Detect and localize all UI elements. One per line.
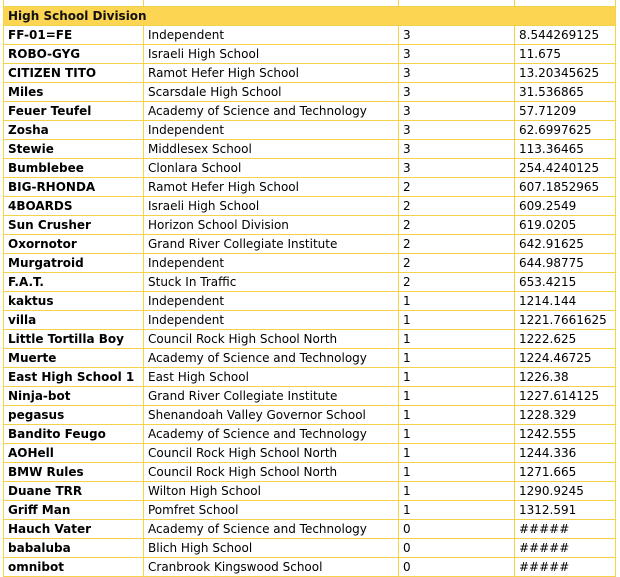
score-cell: 3 — [399, 45, 515, 64]
score-cell: 1 — [399, 463, 515, 482]
school-cell: Wilton High School — [144, 482, 399, 501]
table-row — [4, 178, 616, 197]
table-row — [4, 254, 616, 273]
table-row — [4, 349, 616, 368]
time-cell: 11.675 — [515, 45, 616, 64]
time-cell: 57.71209 — [515, 102, 616, 121]
school-cell: Independent — [144, 311, 399, 330]
table-row — [4, 140, 616, 159]
time-cell: 1271.665 — [515, 463, 616, 482]
table-row — [4, 558, 616, 577]
time-cell: 1312.591 — [515, 501, 616, 520]
time-cell: 1227.614125 — [515, 387, 616, 406]
time-cell: 31.536865 — [515, 83, 616, 102]
team-name-cell: Bumblebee — [4, 159, 144, 178]
school-cell: Grand River Collegiate Institute — [144, 235, 399, 254]
score-cell: 3 — [399, 64, 515, 83]
team-name-cell: BIG-RHONDA — [4, 178, 144, 197]
team-name-cell: Bandito Feugo — [4, 425, 144, 444]
score-cell: 1 — [399, 406, 515, 425]
school-cell: Blich High School — [144, 539, 399, 558]
score-cell: 1 — [399, 387, 515, 406]
table-row — [4, 216, 616, 235]
table-row — [4, 64, 616, 83]
time-cell: ##### — [515, 539, 616, 558]
table-row — [4, 121, 616, 140]
score-cell: 2 — [399, 197, 515, 216]
score-cell: 1 — [399, 444, 515, 463]
score-cell: 1 — [399, 292, 515, 311]
team-name-cell: CITIZEN TITO — [4, 64, 144, 83]
table-row — [4, 45, 616, 64]
table-row — [4, 159, 616, 178]
score-cell: 3 — [399, 83, 515, 102]
school-cell: Academy of Science and Technology — [144, 425, 399, 444]
time-cell: ##### — [515, 520, 616, 539]
team-name-cell: East High School 1 — [4, 368, 144, 387]
table-row — [4, 311, 616, 330]
time-cell: 619.0205 — [515, 216, 616, 235]
table-row — [4, 235, 616, 254]
score-cell: 0 — [399, 558, 515, 577]
division-title: High School Division — [4, 7, 616, 26]
school-cell: Horizon School Division — [144, 216, 399, 235]
school-cell: Cranbrook Kingswood School — [144, 558, 399, 577]
time-cell: 62.6997625 — [515, 121, 616, 140]
time-cell: 1242.555 — [515, 425, 616, 444]
table-row — [4, 273, 616, 292]
table-row — [4, 83, 616, 102]
table-row — [4, 292, 616, 311]
table-row — [4, 26, 616, 45]
table-row — [4, 520, 616, 539]
time-cell: 642.91625 — [515, 235, 616, 254]
score-cell: 2 — [399, 273, 515, 292]
school-cell: Independent — [144, 254, 399, 273]
time-cell: 607.1852965 — [515, 178, 616, 197]
table-row — [4, 368, 616, 387]
score-cell: 1 — [399, 425, 515, 444]
team-name-cell: Miles — [4, 83, 144, 102]
table-row — [4, 539, 616, 558]
score-cell: 0 — [399, 539, 515, 558]
score-cell: 1 — [399, 482, 515, 501]
team-name-cell: Little Tortilla Boy — [4, 330, 144, 349]
score-cell: 2 — [399, 254, 515, 273]
score-cell: 2 — [399, 178, 515, 197]
time-cell: 1226.38 — [515, 368, 616, 387]
time-cell: ##### — [515, 558, 616, 577]
school-cell: Independent — [144, 292, 399, 311]
team-name-cell: Hauch Vater — [4, 520, 144, 539]
table-row — [4, 330, 616, 349]
school-cell: Shenandoah Valley Governor School — [144, 406, 399, 425]
school-cell: Pomfret School — [144, 501, 399, 520]
time-cell: 609.2549 — [515, 197, 616, 216]
team-name-cell: Zosha — [4, 121, 144, 140]
score-cell: 3 — [399, 26, 515, 45]
team-name-cell: Stewie — [4, 140, 144, 159]
team-name-cell: AOHell — [4, 444, 144, 463]
time-cell: 113.36465 — [515, 140, 616, 159]
school-cell: Ramot Hefer High School — [144, 178, 399, 197]
table-row — [4, 102, 616, 121]
school-cell: Clonlara School — [144, 159, 399, 178]
table-row — [4, 444, 616, 463]
school-cell: Council Rock High School North — [144, 330, 399, 349]
team-name-cell: BMW Rules — [4, 463, 144, 482]
score-cell: 3 — [399, 159, 515, 178]
score-cell: 2 — [399, 216, 515, 235]
table-row — [4, 387, 616, 406]
results-table-body — [4, 0, 616, 577]
team-name-cell: pegasus — [4, 406, 144, 425]
time-cell: 653.4215 — [515, 273, 616, 292]
team-name-cell: villa — [4, 311, 144, 330]
time-cell: 254.4240125 — [515, 159, 616, 178]
school-cell: Council Rock High School North — [144, 444, 399, 463]
school-cell: Middlesex School — [144, 140, 399, 159]
team-name-cell: Murgatroid — [4, 254, 144, 273]
time-cell: 8.544269125 — [515, 26, 616, 45]
school-cell: Independent — [144, 26, 399, 45]
team-name-cell: F.A.T. — [4, 273, 144, 292]
school-cell: Council Rock High School North — [144, 463, 399, 482]
school-cell: Israeli High School — [144, 45, 399, 64]
school-cell: East High School — [144, 368, 399, 387]
table-row — [4, 197, 616, 216]
time-cell: 1222.625 — [515, 330, 616, 349]
time-cell: 1290.9245 — [515, 482, 616, 501]
time-cell: 13.20345625 — [515, 64, 616, 83]
school-cell: Academy of Science and Technology — [144, 520, 399, 539]
table-row — [4, 406, 616, 425]
team-name-cell: Duane TRR — [4, 482, 144, 501]
school-cell: Grand River Collegiate Institute — [144, 387, 399, 406]
team-name-cell: Sun Crusher — [4, 216, 144, 235]
time-cell: 1221.7661625 — [515, 311, 616, 330]
score-cell: 3 — [399, 102, 515, 121]
score-cell: 2 — [399, 235, 515, 254]
school-cell: Israeli High School — [144, 197, 399, 216]
team-name-cell: FF-01=FE — [4, 26, 144, 45]
table-row — [4, 482, 616, 501]
team-name-cell: 4BOARDS — [4, 197, 144, 216]
division-header-row — [4, 7, 616, 26]
score-cell: 1 — [399, 311, 515, 330]
time-cell: 1224.46725 — [515, 349, 616, 368]
team-name-cell: kaktus — [4, 292, 144, 311]
school-cell: Ramot Hefer High School — [144, 64, 399, 83]
team-name-cell: Feuer Teufel — [4, 102, 144, 121]
school-cell: Scarsdale High School — [144, 83, 399, 102]
table-row — [4, 501, 616, 520]
team-name-cell: ROBO-GYG — [4, 45, 144, 64]
team-name-cell: Oxornotor — [4, 235, 144, 254]
score-cell: 1 — [399, 501, 515, 520]
results-table — [3, 0, 616, 577]
team-name-cell: Griff Man — [4, 501, 144, 520]
team-name-cell: omnibot — [4, 558, 144, 577]
school-cell: Independent — [144, 121, 399, 140]
time-cell: 644.98775 — [515, 254, 616, 273]
table-row — [4, 425, 616, 444]
school-cell: Stuck In Traffic — [144, 273, 399, 292]
school-cell: Academy of Science and Technology — [144, 349, 399, 368]
score-cell: 1 — [399, 368, 515, 387]
score-cell: 3 — [399, 121, 515, 140]
school-cell: Academy of Science and Technology — [144, 102, 399, 121]
team-name-cell: Muerte — [4, 349, 144, 368]
time-cell: 1228.329 — [515, 406, 616, 425]
team-name-cell: Ninja-bot — [4, 387, 144, 406]
score-cell: 1 — [399, 349, 515, 368]
score-cell: 0 — [399, 520, 515, 539]
score-cell: 1 — [399, 330, 515, 349]
team-name-cell: babaluba — [4, 539, 144, 558]
time-cell: 1244.336 — [515, 444, 616, 463]
score-cell: 3 — [399, 140, 515, 159]
table-row — [4, 463, 616, 482]
time-cell: 1214.144 — [515, 292, 616, 311]
